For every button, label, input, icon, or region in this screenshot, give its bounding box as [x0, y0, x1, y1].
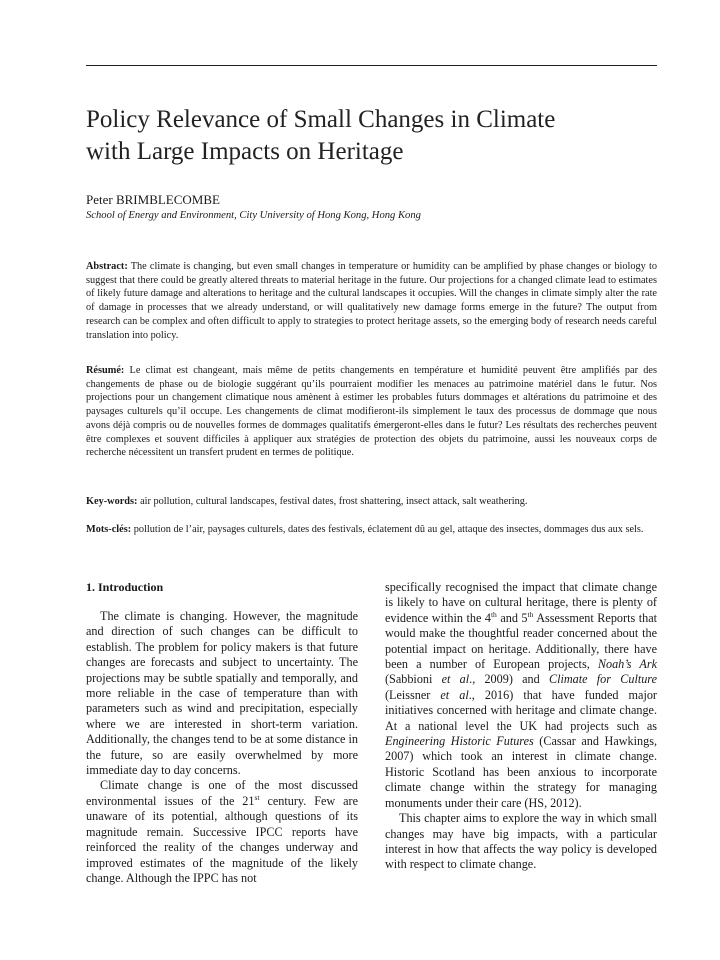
- title-line-2: with Large Impacts on Heritage: [86, 138, 404, 165]
- keywords-label: Key-words:: [86, 496, 138, 507]
- paper-title: [86, 104, 657, 168]
- abstract: [86, 260, 657, 342]
- resume-text: Le climat est changeant, mais même de petits changements en température et humidité peuvent être amplifiés par des changements de phase ou de biologie suggérant qu’ils pourraient modifier les menaces au patrimoine matériel dans le futur. Nos projections pour un changement climatique nous amènent à estimer les probables futurs dommages et altérations du patrimoine et des paysages culturels qu’il occupe. Les changements de climat modifieront-ils simplement le taux des processus de dommage que nous avons déjà compris ou de nouvelles formes de dommages qualitatifs émergeront-elles dans le futur? Les résultats des recherches peuvent être complexes et souvent difficiles à appliquer aux stratégies de protection des objets du patrimoine, aussi les nouveaux corps de recherche nécessitent un transfert prudent en termes de politique.: [86, 365, 657, 459]
- title-line-1: Policy Relevance of Small Changes in Climate: [86, 106, 556, 133]
- header-rule: [86, 65, 657, 66]
- abstract-label: Abstract:: [86, 261, 128, 272]
- mots-cles-label: Mots-clés:: [86, 524, 132, 535]
- resume-label: Résumé:: [86, 365, 125, 376]
- intro-paragraph-2: Climate change is one of the most discussed environmental issues of the 21st century. Few are unaware of its potential, although questions of its magnitude remain. Successive IPCC reports have reinforced the reality of the changes underway and improved estimates of the magnitude of the likely change. Although the IPPC has not: [86, 778, 358, 885]
- keywords: [86, 495, 657, 509]
- author-affiliation: School of Energy and Environment, City University of Hong Kong, Hong Kong: [86, 210, 421, 221]
- intro-paragraph-1: The climate is changing. However, the magnitude and direction of such changes can be difficult to establish. The problem for policy makers is that future changes are forecasts and subject to uncertainty. The projections may be subtle spatially and temporally, and more reliable in the case of temperature than with parameters such as wind and precipitation, especially where we are interested in short-term variation. Additionally, the changes tend to be at some distance in the future, so are easily overwhelmed by more immediate day to day concerns.: [86, 609, 358, 778]
- section-heading-introduction: 1. Introduction: [86, 580, 164, 594]
- keywords-text: air pollution, cultural landscapes, festival dates, frost shattering, insect attack, salt weathering.: [140, 496, 528, 507]
- resume: [86, 364, 657, 460]
- abstract-text: The climate is changing, but even small changes in temperature or humidity can be amplified by phase changes or biology to suggest that there could be greatly altered threats to material heritage in the future. Our projections for a changed climate lead to estimates of likely future damage and alterations to heritage and the cultural landscapes it occupies. Will the changes in climate simply alter the rate of damage in processes that we already understand, or will qualitatively new damage forms emerge in the future? The output from research can be complex and often difficult to apply to strategies to protect heritage assets, so the emerging body of research needs careful translation into policy.: [86, 261, 657, 341]
- author-name: Peter BRIMBLECOMBE: [86, 192, 220, 207]
- column-right: [385, 580, 657, 873]
- mots-cles: [86, 523, 657, 537]
- mots-cles-text: pollution de l’air, paysages culturels, dates des festivals, éclatement dû au gel, attaque des insectes, dommages dus aux sels.: [133, 524, 644, 535]
- intro-paragraph-2-continued: specifically recognised the impact that climate change is likely to have on cultural heritage, there is plenty of evidence within the 4th and 5th Assessment Reports that would make the thoughtful reader concerned about the potential impact on heritage. Additionally, there have been a number of European projects, Noah’s Ark (Sabbioni et al., 2009) and Climate for Culture (Leissner et al., 2016) that have funded major initiatives concerned with heritage and climate change. At a national level the UK had projects such as Engineering Historic Futures (Cassar and Hawkings, 2007) which took an interest in climate change. Historic Scotland has been anxious to incorporate climate change within the strategy for managing monuments under their care (HS, 2012).: [385, 580, 658, 810]
- column-left: [86, 580, 358, 886]
- intro-paragraph-3: This chapter aims to explore the way in which small changes may have big impacts, with a particular interest in how that affects the way policy is developed with respect to climate change.: [385, 811, 657, 872]
